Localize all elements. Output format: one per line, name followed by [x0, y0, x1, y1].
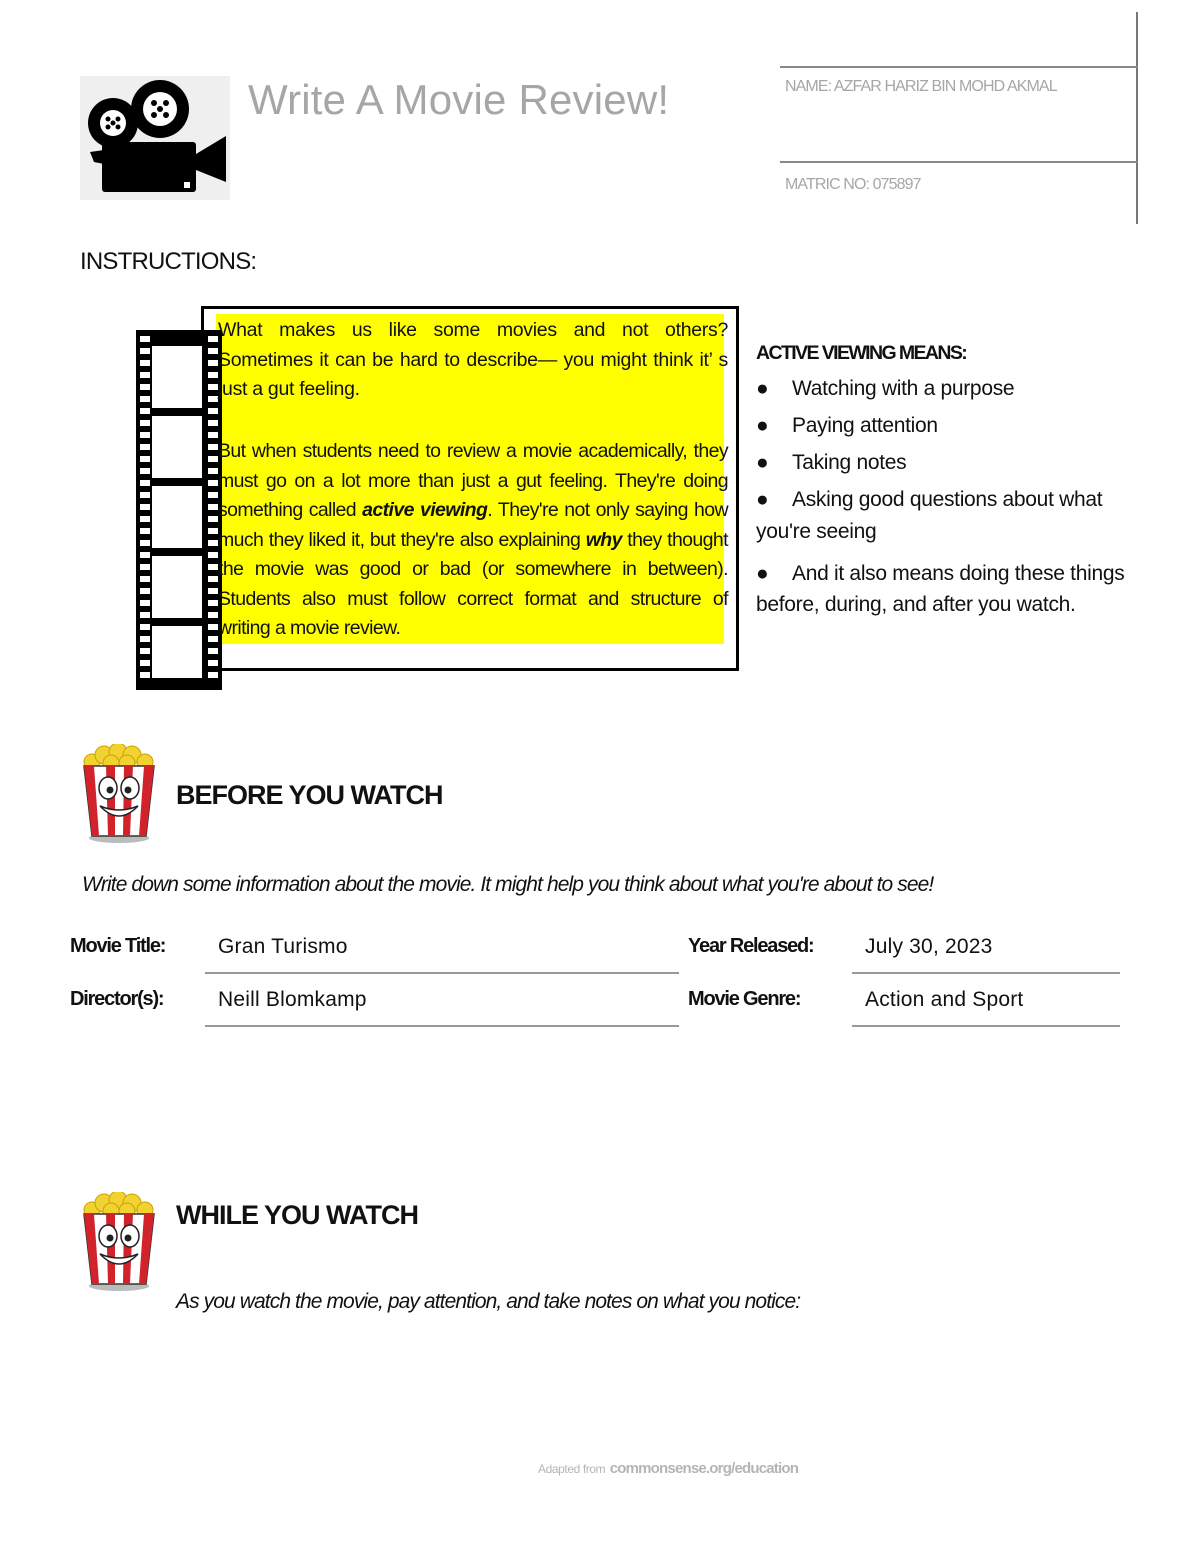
bullet: ● [756, 562, 769, 585]
movie-genre-underline [852, 1025, 1120, 1027]
sprocket-hole [208, 528, 218, 534]
sprocket-hole [140, 600, 150, 606]
sprocket-hole [140, 444, 150, 450]
sprocket-hole [208, 576, 218, 582]
sprocket-hole [208, 672, 218, 678]
sprocket-hole [140, 504, 150, 510]
movie-genre-label: Movie Genre: [688, 988, 801, 1010]
header-divider-bottom [780, 161, 1138, 163]
sprocket-hole [208, 648, 218, 654]
sprocket-hole [140, 516, 150, 522]
movie-title-label: Movie Title: [70, 935, 166, 957]
sprocket-hole [208, 588, 218, 594]
sprocket-hole [140, 456, 150, 462]
bullet: ● [756, 414, 769, 437]
year-released-underline [852, 972, 1120, 974]
sprocket-hole [140, 624, 150, 630]
header-divider-top [780, 66, 1138, 68]
sprocket-hole [140, 552, 150, 558]
sprocket-hole [208, 516, 218, 522]
before-you-watch-note: Write down some information about the movie. It might help you think about what you're about to see! [82, 873, 934, 896]
movie-title-underline [205, 972, 679, 974]
item-text: Asking good questions about what you're seeing [756, 488, 1103, 543]
sprocket-hole [208, 432, 218, 438]
sprocket-hole [140, 648, 150, 654]
bullet: ● [756, 488, 769, 511]
student-name: NAME: AZFAR HARIZ BIN MOHD AKMAL [785, 78, 1057, 95]
sprocket-hole [140, 372, 150, 378]
sprocket-hole [208, 360, 218, 366]
paragraph-text: they thought the movie was good or bad (or somewhere in between). Students also must follow correct format and structure of writing a movie review. [218, 528, 728, 639]
sprocket-hole [140, 420, 150, 426]
sprocket-hole [208, 396, 218, 402]
item-text: Taking notes [792, 451, 907, 474]
popcorn-mascot-icon [78, 1192, 160, 1292]
sprocket-hole [208, 504, 218, 510]
sprocket-hole [140, 588, 150, 594]
item-text: Watching with a purpose [792, 377, 1015, 400]
sprocket-hole [140, 528, 150, 534]
before-you-watch-heading: BEFORE YOU WATCH [176, 780, 443, 810]
instructions-heading: INSTRUCTIONS: [80, 248, 257, 275]
movie-camera-icon [80, 76, 230, 200]
active-viewing-item [756, 373, 1126, 405]
sprocket-hole [140, 408, 150, 414]
sprocket-hole [140, 384, 150, 390]
sprocket-hole [140, 480, 150, 486]
sprocket-hole [140, 396, 150, 402]
bullet: ● [756, 451, 769, 474]
sprocket-hole [208, 540, 218, 546]
item-text: Paying attention [792, 414, 938, 437]
sprocket-hole [140, 564, 150, 570]
sprocket-hole [208, 444, 218, 450]
sprocket-hole [208, 336, 218, 342]
emphasis-why: why [585, 528, 622, 551]
instructions-paragraph-1: What makes us like some movies and not others? Sometimes it can be hard to describe— you might think it’ s just a gut feeling. [218, 319, 728, 400]
sprocket-hole [140, 348, 150, 354]
sprocket-hole [140, 360, 150, 366]
director-underline [205, 1025, 679, 1027]
sprocket-hole [140, 432, 150, 438]
sprocket-hole [208, 564, 218, 570]
director-label: Director(s): [70, 988, 164, 1010]
sprocket-hole [208, 480, 218, 486]
year-released-value: July 30, 2023 [865, 935, 993, 958]
footer-attribution [538, 1460, 798, 1478]
camera-logo [80, 76, 230, 200]
active-viewing-item [756, 558, 1126, 620]
sprocket-hole [140, 660, 150, 666]
sprocket-hole [208, 492, 218, 498]
film-strip-icon [136, 330, 222, 690]
sprocket-hole [208, 456, 218, 462]
sprocket-hole [208, 660, 218, 666]
header-divider-vertical [1136, 12, 1138, 224]
active-viewing-item [756, 484, 1126, 548]
sprocket-hole [208, 372, 218, 378]
footer-prefix: Adapted from [538, 1462, 606, 1476]
sprocket-hole [140, 636, 150, 642]
sprocket-hole [140, 612, 150, 618]
sprocket-hole [208, 408, 218, 414]
year-released-label: Year Released: [688, 935, 814, 957]
movie-genre-value: Action and Sport [865, 988, 1024, 1011]
sprocket-hole [208, 600, 218, 606]
sprocket-hole [140, 492, 150, 498]
paragraph-text: . They're not only saying how much they liked it, but they're also explaining [218, 499, 729, 551]
popcorn-mascot-icon [78, 744, 160, 844]
emphasis-active-viewing: active viewing [362, 499, 488, 521]
movie-title-value: Gran Turismo [218, 935, 348, 958]
sprocket-hole [208, 348, 218, 354]
sprocket-hole [208, 384, 218, 390]
sprocket-hole [208, 420, 218, 426]
sprocket-hole [208, 552, 218, 558]
sprocket-hole [140, 336, 150, 342]
active-viewing-title: ACTIVE VIEWING MEANS: [756, 342, 967, 364]
active-viewing-item [756, 410, 1126, 442]
sprocket-hole [208, 636, 218, 642]
sprocket-hole [140, 540, 150, 546]
item-text: And it also means doing these things before, during, and after you watch. [756, 562, 1125, 616]
sprocket-hole [140, 576, 150, 582]
matric-number: MATRIC NO: 075897 [785, 176, 921, 193]
while-you-watch-note: As you watch the movie, pay attention, and take notes on what you notice: [176, 1290, 801, 1313]
sprocket-hole [140, 672, 150, 678]
sprocket-hole [208, 624, 218, 630]
footer-site-link[interactable]: commonsense.org/education [609, 1460, 799, 1477]
page-title: Write A Movie Review! [248, 76, 670, 123]
bullet: ● [756, 377, 769, 400]
sprocket-hole [140, 468, 150, 474]
director-value: Neill Blomkamp [218, 988, 367, 1011]
sprocket-hole [208, 612, 218, 618]
active-viewing-item [756, 447, 1126, 479]
while-you-watch-heading: WHILE YOU WATCH [176, 1200, 418, 1230]
sprocket-hole [208, 468, 218, 474]
instructions-paragraph-2 [218, 437, 728, 644]
paragraph-text: But when students need to review a movie academically, they must go on a lot more than just a gut feeling. They're doing something called [218, 440, 728, 521]
